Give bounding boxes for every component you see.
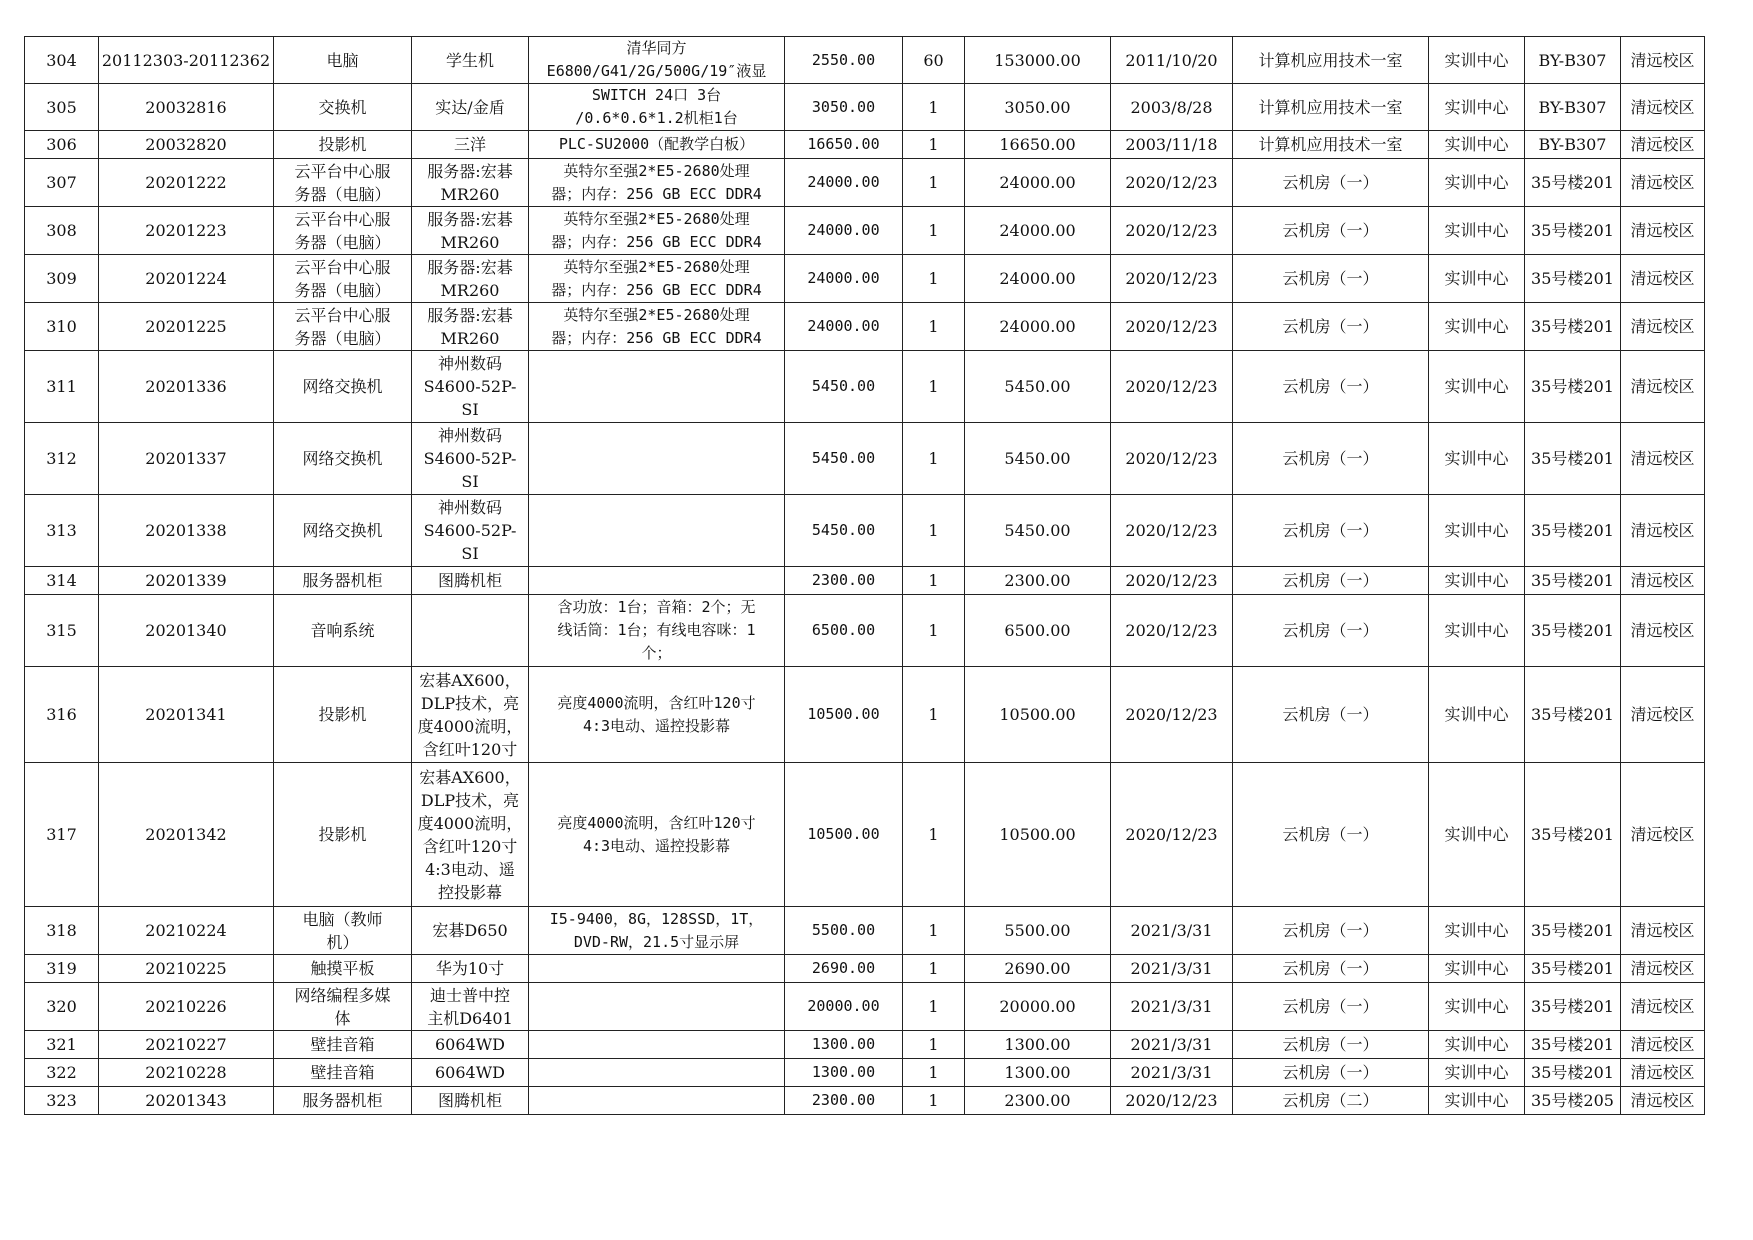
cell-spec: SWITCH 24口 3台 /0.6*0.6*1.2机柜1台 <box>529 84 785 131</box>
table-row <box>25 1087 1705 1115</box>
cell-price: 2690.00 <box>785 955 903 983</box>
cell-name: 壁挂音箱 <box>274 1031 412 1059</box>
cell-name: 电脑（教师 机） <box>274 907 412 955</box>
cell-seq: 305 <box>25 84 99 131</box>
cell-room: 35号楼201 <box>1525 983 1621 1031</box>
cell-unit: 实训中心 <box>1429 351 1525 423</box>
cell-amount: 3050.00 <box>965 84 1111 131</box>
cell-room: 35号楼201 <box>1525 1031 1621 1059</box>
cell-dept: 计算机应用技术一室 <box>1233 131 1429 159</box>
cell-unit: 实训中心 <box>1429 1031 1525 1059</box>
cell-room: 35号楼201 <box>1525 351 1621 423</box>
cell-amount: 1300.00 <box>965 1059 1111 1087</box>
cell-model <box>412 595 529 667</box>
cell-seq: 320 <box>25 983 99 1031</box>
cell-date: 2020/12/23 <box>1111 159 1233 207</box>
cell-name: 投影机 <box>274 131 412 159</box>
cell-unit: 实训中心 <box>1429 1087 1525 1115</box>
cell-model: 宏碁D650 <box>412 907 529 955</box>
cell-campus: 清远校区 <box>1621 667 1705 763</box>
cell-model: 图腾机柜 <box>412 567 529 595</box>
cell-code: 20210225 <box>99 955 274 983</box>
cell-campus: 清远校区 <box>1621 763 1705 907</box>
cell-date: 2020/12/23 <box>1111 207 1233 255</box>
cell-code: 20032816 <box>99 84 274 131</box>
cell-room: BY-B307 <box>1525 84 1621 131</box>
cell-price: 5450.00 <box>785 423 903 495</box>
cell-dept: 云机房（一） <box>1233 351 1429 423</box>
cell-model: 宏碁AX600， DLP技术，亮 度4000流明， 含红叶120寸 <box>412 667 529 763</box>
cell-seq: 312 <box>25 423 99 495</box>
cell-room: 35号楼201 <box>1525 763 1621 907</box>
cell-date: 2020/12/23 <box>1111 495 1233 567</box>
cell-model: 实达/金盾 <box>412 84 529 131</box>
cell-name: 触摸平板 <box>274 955 412 983</box>
cell-room: 35号楼201 <box>1525 1059 1621 1087</box>
cell-qty: 1 <box>903 84 965 131</box>
cell-model: 宏碁AX600， DLP技术，亮 度4000流明， 含红叶120寸 4:3电动、遥 控投影幕 <box>412 763 529 907</box>
cell-name: 投影机 <box>274 763 412 907</box>
table-row <box>25 207 1705 255</box>
cell-spec: 含功放：1台；音箱：2个；无 线话筒：1台；有线电容咪：1 个； <box>529 595 785 667</box>
cell-campus: 清远校区 <box>1621 255 1705 303</box>
cell-qty: 1 <box>903 595 965 667</box>
cell-campus: 清远校区 <box>1621 955 1705 983</box>
cell-price: 1300.00 <box>785 1059 903 1087</box>
cell-seq: 311 <box>25 351 99 423</box>
table-body <box>25 37 1705 1115</box>
cell-price: 5500.00 <box>785 907 903 955</box>
cell-name: 网络交换机 <box>274 351 412 423</box>
cell-spec: 英特尔至强2*E5-2680处理 器；内存：256 GB ECC DDR4 <box>529 207 785 255</box>
cell-price: 10500.00 <box>785 763 903 907</box>
cell-amount: 2300.00 <box>965 567 1111 595</box>
cell-qty: 1 <box>903 131 965 159</box>
cell-name: 云平台中心服 务器（电脑） <box>274 255 412 303</box>
cell-spec: PLC-SU2000（配教学白板） <box>529 131 785 159</box>
cell-seq: 310 <box>25 303 99 351</box>
cell-amount: 5500.00 <box>965 907 1111 955</box>
cell-seq: 308 <box>25 207 99 255</box>
cell-amount: 1300.00 <box>965 1031 1111 1059</box>
cell-date: 2021/3/31 <box>1111 1059 1233 1087</box>
cell-qty: 1 <box>903 1087 965 1115</box>
cell-campus: 清远校区 <box>1621 567 1705 595</box>
cell-model: 三洋 <box>412 131 529 159</box>
cell-code: 20032820 <box>99 131 274 159</box>
cell-unit: 实训中心 <box>1429 84 1525 131</box>
cell-date: 2021/3/31 <box>1111 907 1233 955</box>
cell-unit: 实训中心 <box>1429 955 1525 983</box>
table-row <box>25 595 1705 667</box>
cell-unit: 实训中心 <box>1429 1059 1525 1087</box>
cell-qty: 1 <box>903 1059 965 1087</box>
cell-dept: 云机房（一） <box>1233 595 1429 667</box>
cell-campus: 清远校区 <box>1621 1031 1705 1059</box>
table-row <box>25 907 1705 955</box>
cell-spec <box>529 495 785 567</box>
cell-qty: 1 <box>903 955 965 983</box>
cell-spec <box>529 1059 785 1087</box>
cell-spec <box>529 1031 785 1059</box>
cell-qty: 1 <box>903 159 965 207</box>
cell-unit: 实训中心 <box>1429 567 1525 595</box>
cell-qty: 1 <box>903 567 965 595</box>
cell-model: 服务器:宏碁 MR260 <box>412 303 529 351</box>
cell-amount: 5450.00 <box>965 495 1111 567</box>
cell-amount: 2300.00 <box>965 1087 1111 1115</box>
cell-amount: 6500.00 <box>965 595 1111 667</box>
cell-price: 2300.00 <box>785 1087 903 1115</box>
cell-seq: 322 <box>25 1059 99 1087</box>
cell-date: 2020/12/23 <box>1111 1087 1233 1115</box>
cell-date: 2020/12/23 <box>1111 351 1233 423</box>
cell-dept: 云机房（一） <box>1233 1031 1429 1059</box>
cell-date: 2020/12/23 <box>1111 255 1233 303</box>
cell-model: 神州数码 S4600-52P- SI <box>412 495 529 567</box>
cell-qty: 1 <box>903 255 965 303</box>
cell-campus: 清远校区 <box>1621 423 1705 495</box>
cell-dept: 云机房（一） <box>1233 255 1429 303</box>
table-row <box>25 983 1705 1031</box>
cell-qty: 1 <box>903 495 965 567</box>
cell-unit: 实训中心 <box>1429 37 1525 84</box>
cell-price: 2550.00 <box>785 37 903 84</box>
cell-price: 2300.00 <box>785 567 903 595</box>
cell-date: 2003/8/28 <box>1111 84 1233 131</box>
cell-dept: 计算机应用技术一室 <box>1233 37 1429 84</box>
cell-unit: 实训中心 <box>1429 595 1525 667</box>
cell-amount: 10500.00 <box>965 763 1111 907</box>
cell-model: 学生机 <box>412 37 529 84</box>
cell-unit: 实训中心 <box>1429 495 1525 567</box>
table-row <box>25 955 1705 983</box>
cell-qty: 1 <box>903 907 965 955</box>
cell-dept: 云机房（一） <box>1233 955 1429 983</box>
cell-seq: 318 <box>25 907 99 955</box>
cell-room: 35号楼201 <box>1525 955 1621 983</box>
cell-seq: 316 <box>25 667 99 763</box>
cell-code: 20201225 <box>99 303 274 351</box>
cell-seq: 314 <box>25 567 99 595</box>
cell-code: 20210228 <box>99 1059 274 1087</box>
cell-seq: 313 <box>25 495 99 567</box>
cell-room: 35号楼201 <box>1525 595 1621 667</box>
cell-campus: 清远校区 <box>1621 159 1705 207</box>
cell-amount: 5450.00 <box>965 423 1111 495</box>
cell-amount: 24000.00 <box>965 207 1111 255</box>
cell-room: 35号楼201 <box>1525 907 1621 955</box>
cell-code: 20201336 <box>99 351 274 423</box>
cell-spec: 英特尔至强2*E5-2680处理 器；内存：256 GB ECC DDR4 <box>529 303 785 351</box>
cell-room: BY-B307 <box>1525 131 1621 159</box>
cell-spec <box>529 351 785 423</box>
cell-room: 35号楼201 <box>1525 567 1621 595</box>
cell-amount: 10500.00 <box>965 667 1111 763</box>
cell-date: 2020/12/23 <box>1111 567 1233 595</box>
cell-price: 24000.00 <box>785 159 903 207</box>
cell-qty: 60 <box>903 37 965 84</box>
table-row <box>25 423 1705 495</box>
cell-seq: 323 <box>25 1087 99 1115</box>
cell-seq: 315 <box>25 595 99 667</box>
cell-unit: 实训中心 <box>1429 423 1525 495</box>
cell-model: 服务器:宏碁 MR260 <box>412 207 529 255</box>
cell-model: 神州数码 S4600-52P- SI <box>412 351 529 423</box>
cell-price: 24000.00 <box>785 207 903 255</box>
cell-room: 35号楼201 <box>1525 495 1621 567</box>
cell-campus: 清远校区 <box>1621 37 1705 84</box>
cell-campus: 清远校区 <box>1621 303 1705 351</box>
cell-amount: 24000.00 <box>965 303 1111 351</box>
cell-unit: 实训中心 <box>1429 983 1525 1031</box>
cell-name: 服务器机柜 <box>274 1087 412 1115</box>
cell-unit: 实训中心 <box>1429 907 1525 955</box>
cell-qty: 1 <box>903 351 965 423</box>
cell-date: 2003/11/18 <box>1111 131 1233 159</box>
cell-seq: 321 <box>25 1031 99 1059</box>
cell-unit: 实训中心 <box>1429 255 1525 303</box>
cell-seq: 306 <box>25 131 99 159</box>
cell-dept: 云机房（一） <box>1233 303 1429 351</box>
cell-dept: 云机房（一） <box>1233 983 1429 1031</box>
cell-spec: 亮度4000流明，含红叶120寸 4:3电动、遥控投影幕 <box>529 763 785 907</box>
cell-price: 16650.00 <box>785 131 903 159</box>
cell-name: 壁挂音箱 <box>274 1059 412 1087</box>
cell-name: 云平台中心服 务器（电脑） <box>274 207 412 255</box>
cell-qty: 1 <box>903 423 965 495</box>
cell-code: 20201224 <box>99 255 274 303</box>
cell-dept: 云机房（一） <box>1233 567 1429 595</box>
cell-campus: 清远校区 <box>1621 495 1705 567</box>
cell-code: 20201337 <box>99 423 274 495</box>
cell-campus: 清远校区 <box>1621 351 1705 423</box>
table-row <box>25 495 1705 567</box>
cell-unit: 实训中心 <box>1429 207 1525 255</box>
cell-room: 35号楼201 <box>1525 667 1621 763</box>
cell-price: 6500.00 <box>785 595 903 667</box>
cell-spec: 英特尔至强2*E5-2680处理 器；内存：256 GB ECC DDR4 <box>529 255 785 303</box>
cell-campus: 清远校区 <box>1621 1059 1705 1087</box>
table-row <box>25 763 1705 907</box>
cell-spec: 英特尔至强2*E5-2680处理 器；内存：256 GB ECC DDR4 <box>529 159 785 207</box>
table-row <box>25 1059 1705 1087</box>
cell-code: 20210226 <box>99 983 274 1031</box>
cell-code: 20201341 <box>99 667 274 763</box>
table-row <box>25 255 1705 303</box>
cell-name: 交换机 <box>274 84 412 131</box>
cell-qty: 1 <box>903 763 965 907</box>
cell-dept: 云机房（一） <box>1233 763 1429 907</box>
cell-code: 20210227 <box>99 1031 274 1059</box>
cell-unit: 实训中心 <box>1429 159 1525 207</box>
cell-name: 云平台中心服 务器（电脑） <box>274 303 412 351</box>
cell-code: 20201343 <box>99 1087 274 1115</box>
cell-room: 35号楼201 <box>1525 303 1621 351</box>
cell-dept: 云机房（一） <box>1233 667 1429 763</box>
cell-campus: 清远校区 <box>1621 84 1705 131</box>
cell-code: 20201223 <box>99 207 274 255</box>
table-row <box>25 84 1705 131</box>
cell-dept: 云机房（一） <box>1233 423 1429 495</box>
cell-dept: 云机房（一） <box>1233 207 1429 255</box>
cell-qty: 1 <box>903 983 965 1031</box>
cell-amount: 16650.00 <box>965 131 1111 159</box>
cell-model: 6064WD <box>412 1059 529 1087</box>
cell-spec <box>529 983 785 1031</box>
cell-dept: 云机房（一） <box>1233 159 1429 207</box>
table-row <box>25 667 1705 763</box>
cell-spec <box>529 955 785 983</box>
cell-model: 迪士普中控 主机D6401 <box>412 983 529 1031</box>
cell-price: 24000.00 <box>785 255 903 303</box>
cell-name: 音响系统 <box>274 595 412 667</box>
cell-code: 20201222 <box>99 159 274 207</box>
cell-campus: 清远校区 <box>1621 1087 1705 1115</box>
cell-unit: 实训中心 <box>1429 303 1525 351</box>
cell-unit: 实训中心 <box>1429 763 1525 907</box>
cell-seq: 317 <box>25 763 99 907</box>
cell-amount: 153000.00 <box>965 37 1111 84</box>
cell-model: 华为10寸 <box>412 955 529 983</box>
cell-name: 投影机 <box>274 667 412 763</box>
cell-code: 20201342 <box>99 763 274 907</box>
cell-price: 1300.00 <box>785 1031 903 1059</box>
cell-price: 24000.00 <box>785 303 903 351</box>
table-row <box>25 567 1705 595</box>
cell-campus: 清远校区 <box>1621 983 1705 1031</box>
cell-date: 2021/3/31 <box>1111 1031 1233 1059</box>
cell-amount: 2690.00 <box>965 955 1111 983</box>
cell-campus: 清远校区 <box>1621 595 1705 667</box>
cell-campus: 清远校区 <box>1621 207 1705 255</box>
cell-spec: 亮度4000流明，含红叶120寸 4:3电动、遥控投影幕 <box>529 667 785 763</box>
cell-code: 20210224 <box>99 907 274 955</box>
cell-seq: 307 <box>25 159 99 207</box>
cell-price: 10500.00 <box>785 667 903 763</box>
cell-dept: 云机房（二） <box>1233 1087 1429 1115</box>
cell-room: 35号楼201 <box>1525 207 1621 255</box>
table-row <box>25 37 1705 84</box>
cell-unit: 实训中心 <box>1429 131 1525 159</box>
cell-seq: 319 <box>25 955 99 983</box>
cell-dept: 计算机应用技术一室 <box>1233 84 1429 131</box>
cell-name: 网络交换机 <box>274 423 412 495</box>
cell-code: 20201340 <box>99 595 274 667</box>
equipment-table <box>24 36 1705 1115</box>
cell-amount: 20000.00 <box>965 983 1111 1031</box>
cell-room: 35号楼201 <box>1525 423 1621 495</box>
cell-code: 20201338 <box>99 495 274 567</box>
cell-date: 2020/12/23 <box>1111 763 1233 907</box>
cell-spec <box>529 1087 785 1115</box>
cell-amount: 24000.00 <box>965 159 1111 207</box>
cell-code: 20112303-20112362 <box>99 37 274 84</box>
cell-name: 云平台中心服 务器（电脑） <box>274 159 412 207</box>
cell-dept: 云机房（一） <box>1233 495 1429 567</box>
cell-date: 2020/12/23 <box>1111 423 1233 495</box>
cell-date: 2020/12/23 <box>1111 303 1233 351</box>
cell-price: 3050.00 <box>785 84 903 131</box>
cell-seq: 309 <box>25 255 99 303</box>
cell-room: 35号楼201 <box>1525 159 1621 207</box>
cell-campus: 清远校区 <box>1621 131 1705 159</box>
cell-model: 神州数码 S4600-52P- SI <box>412 423 529 495</box>
cell-dept: 云机房（一） <box>1233 1059 1429 1087</box>
cell-name: 网络编程多媒 体 <box>274 983 412 1031</box>
cell-date: 2011/10/20 <box>1111 37 1233 84</box>
cell-room: 35号楼201 <box>1525 255 1621 303</box>
cell-qty: 1 <box>903 1031 965 1059</box>
cell-model: 服务器:宏碁 MR260 <box>412 255 529 303</box>
cell-amount: 24000.00 <box>965 255 1111 303</box>
cell-price: 5450.00 <box>785 351 903 423</box>
cell-amount: 5450.00 <box>965 351 1111 423</box>
cell-name: 网络交换机 <box>274 495 412 567</box>
cell-date: 2021/3/31 <box>1111 983 1233 1031</box>
cell-unit: 实训中心 <box>1429 667 1525 763</box>
cell-price: 20000.00 <box>785 983 903 1031</box>
cell-qty: 1 <box>903 667 965 763</box>
cell-room: BY-B307 <box>1525 37 1621 84</box>
table-row <box>25 131 1705 159</box>
cell-price: 5450.00 <box>785 495 903 567</box>
cell-model: 6064WD <box>412 1031 529 1059</box>
cell-date: 2021/3/31 <box>1111 955 1233 983</box>
cell-model: 图腾机柜 <box>412 1087 529 1115</box>
cell-qty: 1 <box>903 303 965 351</box>
cell-spec: I5-9400，8G，128SSD，1T， DVD-RW，21.5寸显示屏 <box>529 907 785 955</box>
table-row <box>25 159 1705 207</box>
cell-spec <box>529 567 785 595</box>
cell-qty: 1 <box>903 207 965 255</box>
cell-campus: 清远校区 <box>1621 907 1705 955</box>
table-row <box>25 1031 1705 1059</box>
cell-code: 20201339 <box>99 567 274 595</box>
cell-name: 电脑 <box>274 37 412 84</box>
table-row <box>25 351 1705 423</box>
cell-name: 服务器机柜 <box>274 567 412 595</box>
cell-date: 2020/12/23 <box>1111 667 1233 763</box>
cell-room: 35号楼205 <box>1525 1087 1621 1115</box>
cell-seq: 304 <box>25 37 99 84</box>
cell-spec: 清华同方 E6800/G41/2G/500G/19″液显 <box>529 37 785 84</box>
table-row <box>25 303 1705 351</box>
cell-date: 2020/12/23 <box>1111 595 1233 667</box>
cell-dept: 云机房（一） <box>1233 907 1429 955</box>
cell-model: 服务器:宏碁 MR260 <box>412 159 529 207</box>
cell-spec <box>529 423 785 495</box>
